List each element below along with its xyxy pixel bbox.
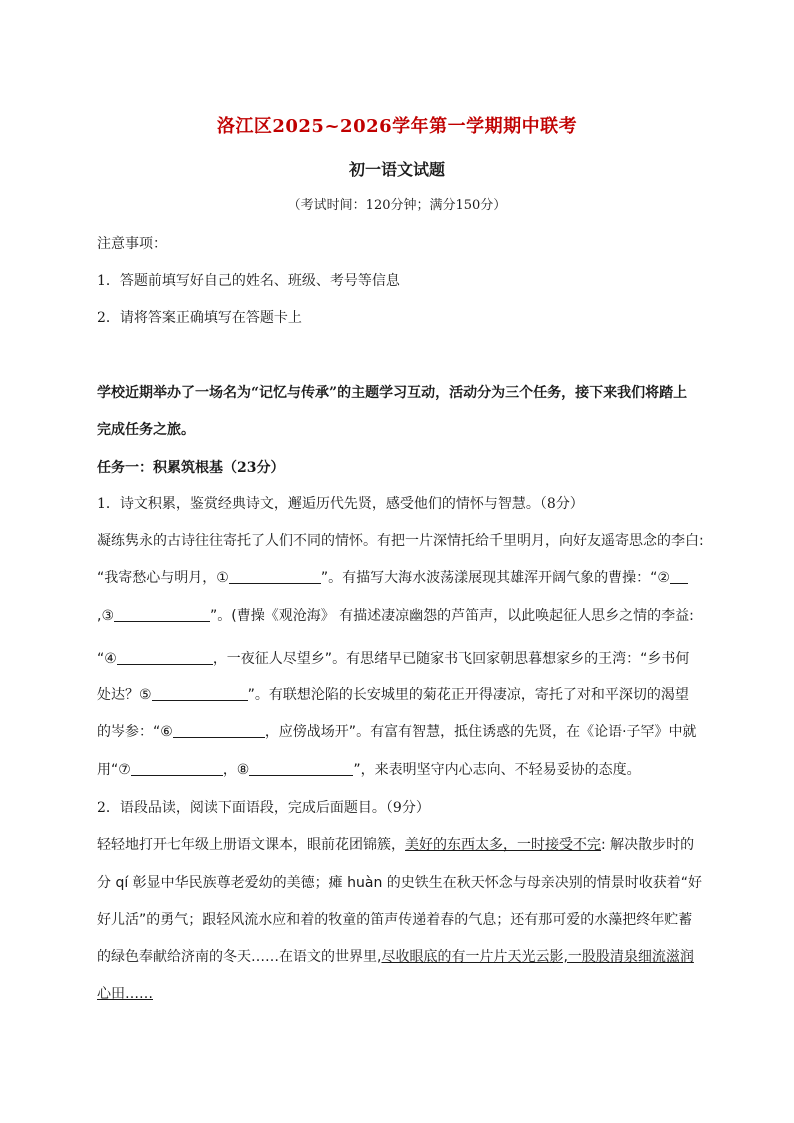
q1-prompt: 1．诗文积累，鉴赏经典诗文，邂逅历代先贤，感受他们的情怀与智慧。（8分） bbox=[97, 496, 584, 512]
q2-underlined-sentence-2: 尽收眼底的有一片片天光云影,一股股清泉细流滋润 bbox=[381, 949, 694, 965]
q1-line-7b: ，⑧ bbox=[222, 762, 250, 778]
q2-line-2: 分 qí 彰显中华民族尊老爱幼的美德；瘫 huàn 的史铁生在秋天怀念与母亲决别的情景时收获着“好 bbox=[97, 875, 703, 891]
q1-line-5 bbox=[97, 684, 697, 704]
q2-line-5 bbox=[97, 983, 697, 1003]
answer-blank-5[interactable] bbox=[152, 686, 248, 701]
q2-line-3: 好儿活”的勇气；跟轻风流水应和着的牧童的笛声传递着春的气息；还有那可爱的水藻把终年贮蓄 bbox=[97, 912, 693, 928]
q1-line-1: 凝练隽永的古诗往往寄托了人们不同的情怀。有把一片深情托给千里明月，向好友遥寄思念的李白: bbox=[97, 533, 704, 549]
notice-heading: 注意事项： bbox=[97, 236, 167, 252]
answer-blank-7[interactable] bbox=[131, 761, 223, 776]
q1-line-6 bbox=[97, 721, 697, 741]
q2-line-4 bbox=[97, 946, 697, 966]
q1-line-5a: 处达？⑤ bbox=[97, 687, 152, 703]
q2-line-4a: 的绿色奉献给济南的冬天……在语文的世界里, bbox=[97, 949, 382, 965]
intro-line-1: 学校近期举办了一场名为“记忆与传承”的主题学习互动，活动分为三个任务，接下来我们将踏上 bbox=[97, 385, 688, 401]
answer-blank-2[interactable] bbox=[670, 569, 688, 584]
q1-line-6a: 的岑参：“⑥ bbox=[97, 724, 173, 740]
q1-line-4b: ，一夜征人尽望乡”。有思绪早已随家书飞回家朝思暮想家乡的王湾：“乡书何 bbox=[212, 651, 690, 667]
q1-line-7a: 用“⑦ bbox=[97, 762, 131, 778]
q2-underlined-sentence-1: 美好的东西太多，一时接受不完 bbox=[405, 837, 601, 853]
answer-blank-8[interactable] bbox=[249, 761, 353, 776]
q1-line-4a: “④ bbox=[97, 651, 117, 667]
q2-prompt: 2．语段品读，阅读下面语段，完成后面题目。（9分） bbox=[97, 800, 430, 816]
exam-time-note: （考试时间：120分钟；满分150分） bbox=[287, 198, 507, 213]
q1-line-7c: ”，来表明坚守内心志向、不轻易妥协的态度。 bbox=[353, 762, 641, 778]
answer-blank-1[interactable] bbox=[229, 569, 321, 584]
q1-line-3b: ”。(曹操《观沧海》 有描述凄凉幽怨的芦笛声，以此唤起征人思乡之情的李益: bbox=[210, 608, 694, 624]
q1-line-5b: ”。有联想沦陷的长安城里的菊花正开得凄凉，寄托了对和平深切的渴望 bbox=[247, 687, 689, 703]
q2-line-1 bbox=[97, 834, 697, 854]
intro-line-2: 完成任务之旅。 bbox=[97, 422, 195, 438]
exam-title: 洛江区2025~2026学年第一学期期中联考 bbox=[216, 116, 578, 137]
q2-line-1b: : 解决散步时的 bbox=[601, 837, 695, 853]
answer-blank-6[interactable] bbox=[173, 723, 265, 738]
q1-line-7 bbox=[97, 759, 697, 779]
q1-line-2b: ”。有描写大海水波荡漾展现其雄浑开阔气象的曹操：“② bbox=[320, 570, 670, 586]
q1-line-3a: ,③ bbox=[97, 608, 115, 624]
task1-heading: 任务一：积累筑根基（23分） bbox=[97, 460, 285, 476]
q1-line-3 bbox=[97, 605, 697, 625]
q2-line-1a: 轻轻地打开七年级上册语文课本，眼前花团锦簇， bbox=[97, 837, 405, 853]
notice-item-2: 2．请将答案正确填写在答题卡上 bbox=[97, 310, 302, 326]
q1-line-4 bbox=[97, 648, 697, 668]
answer-blank-3[interactable] bbox=[114, 607, 210, 622]
exam-subtitle: 初一语文试题 bbox=[348, 160, 445, 179]
q2-underlined-sentence-2-end: 心田…… bbox=[97, 986, 153, 1002]
answer-blank-4[interactable] bbox=[117, 650, 213, 665]
q1-line-6b: ，应傍战场开”。有富有智慧，抵住诱惑的先贤，在《论语·子罕》中就 bbox=[264, 724, 697, 740]
q1-line-2 bbox=[97, 567, 697, 587]
q1-line-2a: “我寄愁心与明月，① bbox=[97, 570, 229, 586]
notice-item-1: 1．答题前填写好自己的姓名、班级、考号等信息 bbox=[97, 273, 400, 289]
